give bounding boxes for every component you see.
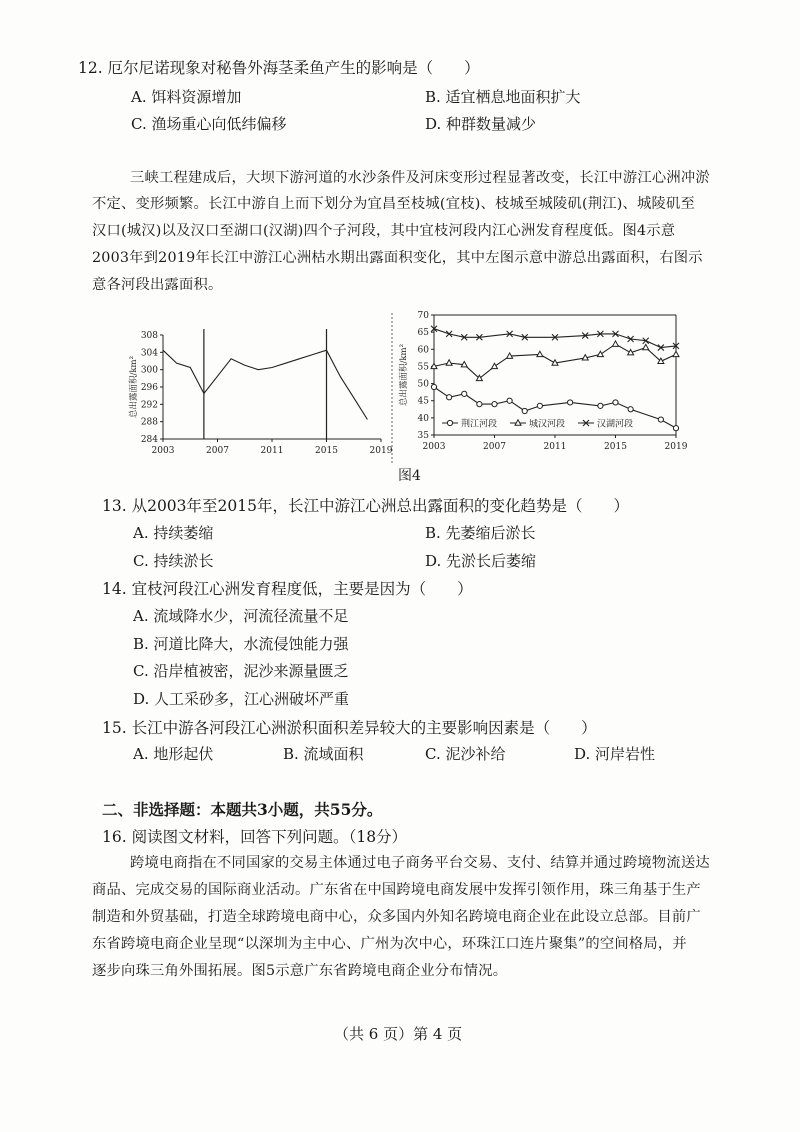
section2-heading: 二、非选择题：本题共3小题，共55分。	[102, 800, 383, 819]
q14-option-a: A. 流域降水少，河流径流量不足	[133, 607, 349, 625]
data-point	[613, 400, 618, 405]
data-point	[613, 341, 619, 346]
data-point	[522, 408, 527, 413]
x-tick-label: 2003	[422, 442, 446, 452]
data-point	[597, 351, 603, 356]
passage2-line-3: 制造和外贸基础，打造全球跨境电商中心，众多国内外知名跨境电商企业在此设立总部。目前广	[92, 909, 701, 925]
x-tick-label: 2011	[260, 446, 284, 456]
q16-stem: 16. 阅读图文材料，回答下列问题。（18分）	[102, 828, 408, 846]
data-point	[447, 395, 452, 400]
y-tick-label: 304	[140, 348, 158, 359]
data-point	[537, 403, 542, 408]
page-footer: （共 6 页）第 4 页	[334, 1025, 463, 1043]
q15-option-b: B. 流域面积	[283, 745, 364, 763]
series-line-3	[434, 329, 676, 348]
x-tick-label: 2007	[206, 446, 229, 456]
y-tick-label: 65	[417, 328, 429, 339]
passage1-line-1: 三峡工程建成后，大坝下游河道的水沙条件及河床变形过程显著改变，长江中游江心洲冲淤	[130, 170, 710, 186]
data-point	[446, 360, 452, 365]
data-point	[492, 363, 498, 368]
q12-option-b: B. 适宜栖息地面积扩大	[425, 88, 581, 106]
data-point	[673, 426, 678, 431]
y-tick-label: 292	[140, 400, 158, 411]
x-tick-label: 2019	[664, 442, 688, 452]
data-point	[673, 351, 679, 356]
data-point	[507, 398, 512, 403]
data-point	[492, 402, 497, 407]
series-line-1	[163, 350, 367, 419]
data-point	[477, 402, 482, 407]
data-point	[462, 391, 467, 396]
passage2-line-2: 商品、完成交易的国际商业活动。广东省在中国跨境电商发展中发挥引领作用，珠三角基于生产	[92, 882, 701, 898]
x-tick-label: 2007	[483, 442, 506, 452]
data-point	[643, 344, 649, 349]
q12-stem: 12. 厄尔尼诺现象对秘鲁外海茎柔鱼产生的影响是（ ）	[78, 59, 480, 77]
q13-option-b: B. 先萎缩后淤长	[425, 524, 536, 542]
chart-left-total-area	[128, 329, 393, 456]
q13-option-a: A. 持续萎缩	[133, 524, 214, 542]
y-tick-label: 35	[417, 431, 429, 441]
y-tick-label: 40	[417, 413, 429, 424]
legend-marker	[447, 420, 452, 425]
q13-option-c: C. 持续淤长	[133, 552, 214, 570]
q14-stem: 14. 宜枝河段江心洲发育程度低，主要是因为（ ）	[102, 580, 473, 598]
q13-option-d: D. 先淤长后萎缩	[425, 552, 537, 570]
data-point	[628, 407, 633, 412]
y-tick-label: 60	[417, 345, 429, 356]
q15-option-d: D. 河岸岩性	[574, 745, 656, 763]
y-tick-label: 288	[140, 417, 158, 428]
q12-option-c: C. 渔场重心向低纬偏移	[131, 115, 287, 133]
data-point	[598, 403, 603, 408]
y-tick-label: 300	[140, 365, 158, 376]
legend-label: 荆江河段	[461, 419, 498, 430]
q14-option-d: D. 人工采砂多，江心洲破坏严重	[133, 690, 350, 708]
data-point	[537, 351, 543, 356]
chart-right-section-area	[398, 311, 688, 452]
q13-stem: 13. 从2003年至2015年，长江中游江心洲总出露面积的变化趋势是（ ）	[102, 497, 629, 515]
y-tick-label: 284	[140, 435, 158, 445]
passage1-line-2: 不定、变形频繁。长江中游自上而下划分为宜昌至枝城(宜枝)、枝城至城陵矶(荆江)、城陵矶至	[92, 196, 695, 212]
y-tick-label: 70	[417, 311, 429, 321]
passage2-line-1: 跨境电商指在不同国家的交易主体通过电子商务平台交易、支付、结算并通过跨境物流送达	[130, 855, 710, 871]
y-tick-label: 55	[417, 362, 429, 373]
y-axis-label: 总出露面积/km²	[399, 344, 409, 406]
data-point	[568, 400, 573, 405]
passage1-line-4: 2003年到2019年长江中游江心洲枯水期出露面积变化，其中左图示意中游总出露面积，右图示	[92, 250, 703, 266]
chart-legend	[442, 418, 633, 430]
x-tick-label: 2019	[369, 446, 393, 456]
y-tick-label: 296	[140, 383, 158, 393]
x-tick-label: 2003	[151, 446, 175, 456]
data-point	[431, 384, 436, 389]
x-tick-label: 2015	[604, 442, 627, 452]
y-axis-label: 总出露面积/km²	[129, 356, 139, 418]
y-tick-label: 308	[140, 331, 158, 341]
passage2-line-5: 逐步向珠三角外围拓展。图5示意广东省跨境电商企业分布情况。	[92, 963, 508, 979]
x-tick-label: 2015	[315, 446, 338, 456]
passage1-line-3: 汉口(城汉)以及汉口至湖口(汉湖)四个子河段，其中宜枝河段内江心洲发育程度低。图4示意	[92, 223, 676, 239]
y-tick-label: 50	[417, 379, 429, 390]
q15-option-c: C. 泥沙补给	[425, 745, 506, 763]
x-tick-label: 2011	[543, 442, 567, 452]
data-point	[658, 417, 663, 422]
passage1-line-5: 意各河段出露面积。	[92, 277, 223, 293]
legend-label: 城汉河段	[529, 419, 566, 430]
q15-option-a: A. 地形起伏	[133, 745, 214, 763]
figure-caption: 图4	[398, 468, 421, 484]
q14-option-c: C. 沿岸植被密，泥沙来源量匮乏	[133, 662, 349, 680]
passage2-line-4: 东省跨境电商企业呈现“以深圳为主中心、广州为次中心，环珠江口连片聚集”的空间格局，并	[92, 936, 687, 952]
y-tick-label: 45	[417, 396, 429, 407]
q12-option-a: A. 饵料资源增加	[131, 88, 242, 106]
q15-stem: 15. 长江中游各河段江心洲淤积面积差异较大的主要影响因素是（ ）	[102, 719, 597, 737]
q12-option-d: D. 种群数量减少	[425, 115, 537, 133]
legend-label: 汉湖河段	[597, 419, 634, 430]
q14-option-b: B. 河道比降大，水流侵蚀能力强	[133, 635, 349, 653]
